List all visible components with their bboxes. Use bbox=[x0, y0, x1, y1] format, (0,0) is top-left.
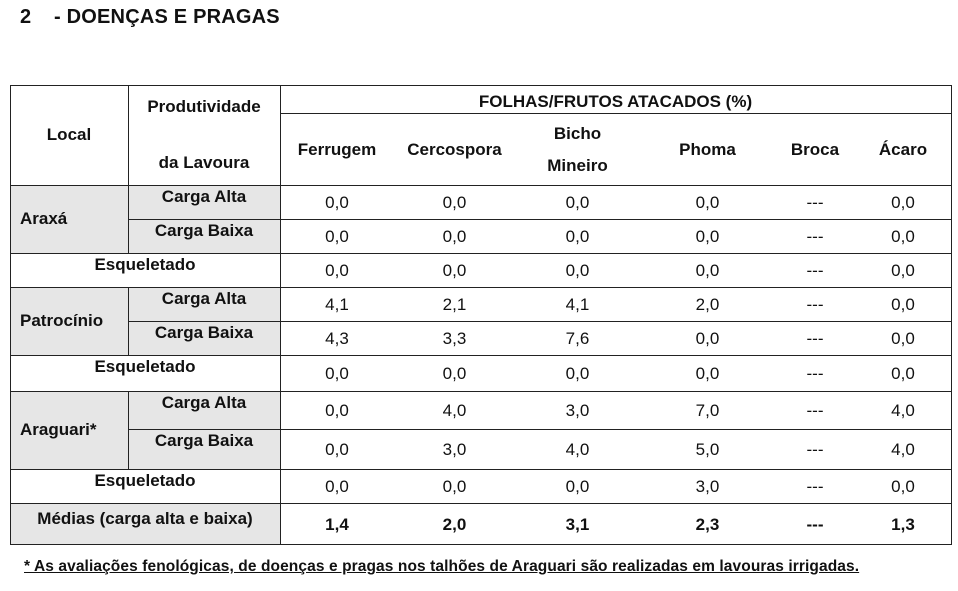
table-cell: 0,0 bbox=[442, 261, 467, 280]
table-cell: 4,1 bbox=[325, 295, 349, 314]
header-column bbox=[640, 115, 775, 185]
header-productivity-line: da Lavoura bbox=[158, 153, 250, 172]
table-cell: 0,0 bbox=[565, 227, 590, 246]
table-cell: 4,1 bbox=[565, 295, 590, 314]
table-cell: 2,0 bbox=[695, 295, 720, 314]
table-rule bbox=[280, 113, 952, 114]
table-cell: --- bbox=[806, 261, 824, 280]
productivity-label: Carga Alta bbox=[128, 185, 280, 219]
table-cell: 3,3 bbox=[442, 329, 467, 348]
table-cell: --- bbox=[806, 295, 824, 314]
table-cell: 0,0 bbox=[565, 261, 590, 280]
table-cell: 0,0 bbox=[325, 364, 349, 383]
header-local: Local bbox=[46, 125, 92, 144]
table-cell: 4,3 bbox=[325, 329, 349, 348]
table-cell: 7,0 bbox=[695, 401, 720, 420]
table-cell: 0,0 bbox=[442, 477, 467, 496]
table-cell: 0,0 bbox=[325, 193, 349, 212]
table-cell: --- bbox=[806, 477, 824, 496]
table-rule bbox=[128, 219, 952, 220]
header-productivity-line: Produtividade bbox=[147, 97, 261, 116]
table-rule bbox=[10, 503, 952, 504]
table-cell: 0,0 bbox=[325, 261, 349, 280]
table-rule bbox=[10, 85, 952, 86]
table-rule bbox=[128, 185, 129, 253]
table-cell: 3,0 bbox=[442, 440, 467, 459]
table-cell: 0,0 bbox=[325, 440, 349, 459]
table-cell: 0,0 bbox=[891, 477, 915, 496]
table-rule bbox=[10, 391, 952, 392]
table-cell: 7,6 bbox=[565, 329, 590, 348]
section-heading: - DOENÇAS E PRAGAS bbox=[54, 6, 280, 28]
productivity-label: Carga Alta bbox=[128, 391, 280, 429]
averages-cell: 2,0 bbox=[442, 515, 467, 534]
productivity-label: Carga Baixa bbox=[128, 219, 280, 253]
table-cell: 5,0 bbox=[695, 440, 720, 459]
table-cell: 0,0 bbox=[891, 364, 915, 383]
table-cell: 0,0 bbox=[891, 193, 915, 212]
table-cell: 0,0 bbox=[442, 364, 467, 383]
table-rule bbox=[10, 469, 952, 470]
local-label: Araguari* bbox=[10, 391, 128, 469]
table-cell: 0,0 bbox=[565, 364, 590, 383]
table-cell: --- bbox=[806, 329, 824, 348]
table-cell: 0,0 bbox=[695, 261, 720, 280]
table-cell: --- bbox=[806, 401, 824, 420]
table-cell: 0,0 bbox=[891, 295, 915, 314]
header-column bbox=[394, 115, 515, 185]
table-cell: 0,0 bbox=[442, 193, 467, 212]
productivity-label: Carga Alta bbox=[128, 287, 280, 321]
local-label: Patrocínio bbox=[10, 287, 128, 355]
table-cell: 0,0 bbox=[695, 329, 720, 348]
averages-cell: 3,1 bbox=[565, 515, 590, 534]
table-cell: 3,0 bbox=[695, 477, 720, 496]
header-productivity bbox=[128, 85, 280, 185]
table-cell: 0,0 bbox=[695, 193, 720, 212]
table-cell: 3,0 bbox=[565, 401, 590, 420]
esqueletado-label: Esqueletado bbox=[94, 471, 196, 490]
table-rule bbox=[128, 85, 129, 185]
averages-cell: --- bbox=[806, 515, 824, 534]
table-cell: 0,0 bbox=[891, 329, 915, 348]
table-cell: 0,0 bbox=[565, 193, 590, 212]
table-cell: 0,0 bbox=[325, 227, 349, 246]
header-column-label: Mineiro bbox=[547, 156, 608, 175]
table-cell: 4,0 bbox=[891, 440, 915, 459]
esqueletado-label: Esqueletado bbox=[94, 357, 196, 376]
table-rule bbox=[10, 287, 952, 288]
table-rule bbox=[128, 287, 129, 355]
table-rule bbox=[128, 321, 952, 322]
local-label: Araxá bbox=[10, 185, 128, 253]
header-column bbox=[775, 115, 855, 185]
table-cell: 0,0 bbox=[325, 477, 349, 496]
table-rule bbox=[10, 185, 952, 186]
table-cell: 0,0 bbox=[325, 401, 349, 420]
table-cell: 0,0 bbox=[891, 227, 915, 246]
table-cell: 0,0 bbox=[695, 364, 720, 383]
productivity-label: Carga Baixa bbox=[128, 321, 280, 355]
table-cell: --- bbox=[806, 227, 824, 246]
header-column bbox=[280, 115, 394, 185]
table-cell: 0,0 bbox=[442, 227, 467, 246]
header-column bbox=[855, 115, 951, 185]
table-rule bbox=[10, 85, 11, 545]
table-rule bbox=[128, 391, 129, 469]
table-rule bbox=[10, 253, 952, 254]
header-column-label: Bicho bbox=[553, 124, 602, 143]
table-cell: --- bbox=[806, 364, 824, 383]
table-cell: 4,0 bbox=[891, 401, 915, 420]
table-rule bbox=[280, 85, 281, 545]
table-cell: 0,0 bbox=[695, 227, 720, 246]
header-column-label: Broca bbox=[790, 140, 840, 159]
table-cell: 4,0 bbox=[565, 440, 590, 459]
averages-label: Médias (carga alta e baixa) bbox=[10, 503, 280, 545]
header-group: FOLHAS/FRUTOS ATACADOS (%) bbox=[478, 92, 753, 111]
header-column-label: Ácaro bbox=[878, 140, 928, 159]
pests-diseases-table bbox=[10, 85, 951, 545]
section-title bbox=[20, 6, 280, 29]
table-rule bbox=[10, 355, 952, 356]
footnote: * As avaliações fenológicas, de doenças e pragas nos talhões de Araguari são realizadas em lavouras irrigadas. bbox=[24, 558, 860, 575]
table-cell: 0,0 bbox=[891, 261, 915, 280]
table-rule bbox=[951, 85, 952, 545]
header-column-label: Ferrugem bbox=[297, 140, 377, 159]
header-column bbox=[515, 115, 640, 185]
table-rule bbox=[128, 429, 952, 430]
averages-cell: 1,4 bbox=[325, 515, 349, 534]
section-number: 2 bbox=[20, 6, 32, 28]
table-cell: --- bbox=[806, 440, 824, 459]
header-column-label: Phoma bbox=[679, 140, 736, 159]
table-cell: 0,0 bbox=[565, 477, 590, 496]
productivity-label: Carga Baixa bbox=[128, 429, 280, 469]
table-cell: 2,1 bbox=[442, 295, 467, 314]
table-cell: --- bbox=[806, 193, 824, 212]
table-cell: 4,0 bbox=[442, 401, 467, 420]
averages-cell: 1,3 bbox=[891, 515, 915, 534]
table-rule bbox=[10, 544, 952, 545]
header-column-label: Cercospora bbox=[407, 140, 502, 159]
averages-cell: 2,3 bbox=[695, 515, 720, 534]
esqueletado-label: Esqueletado bbox=[94, 255, 196, 274]
